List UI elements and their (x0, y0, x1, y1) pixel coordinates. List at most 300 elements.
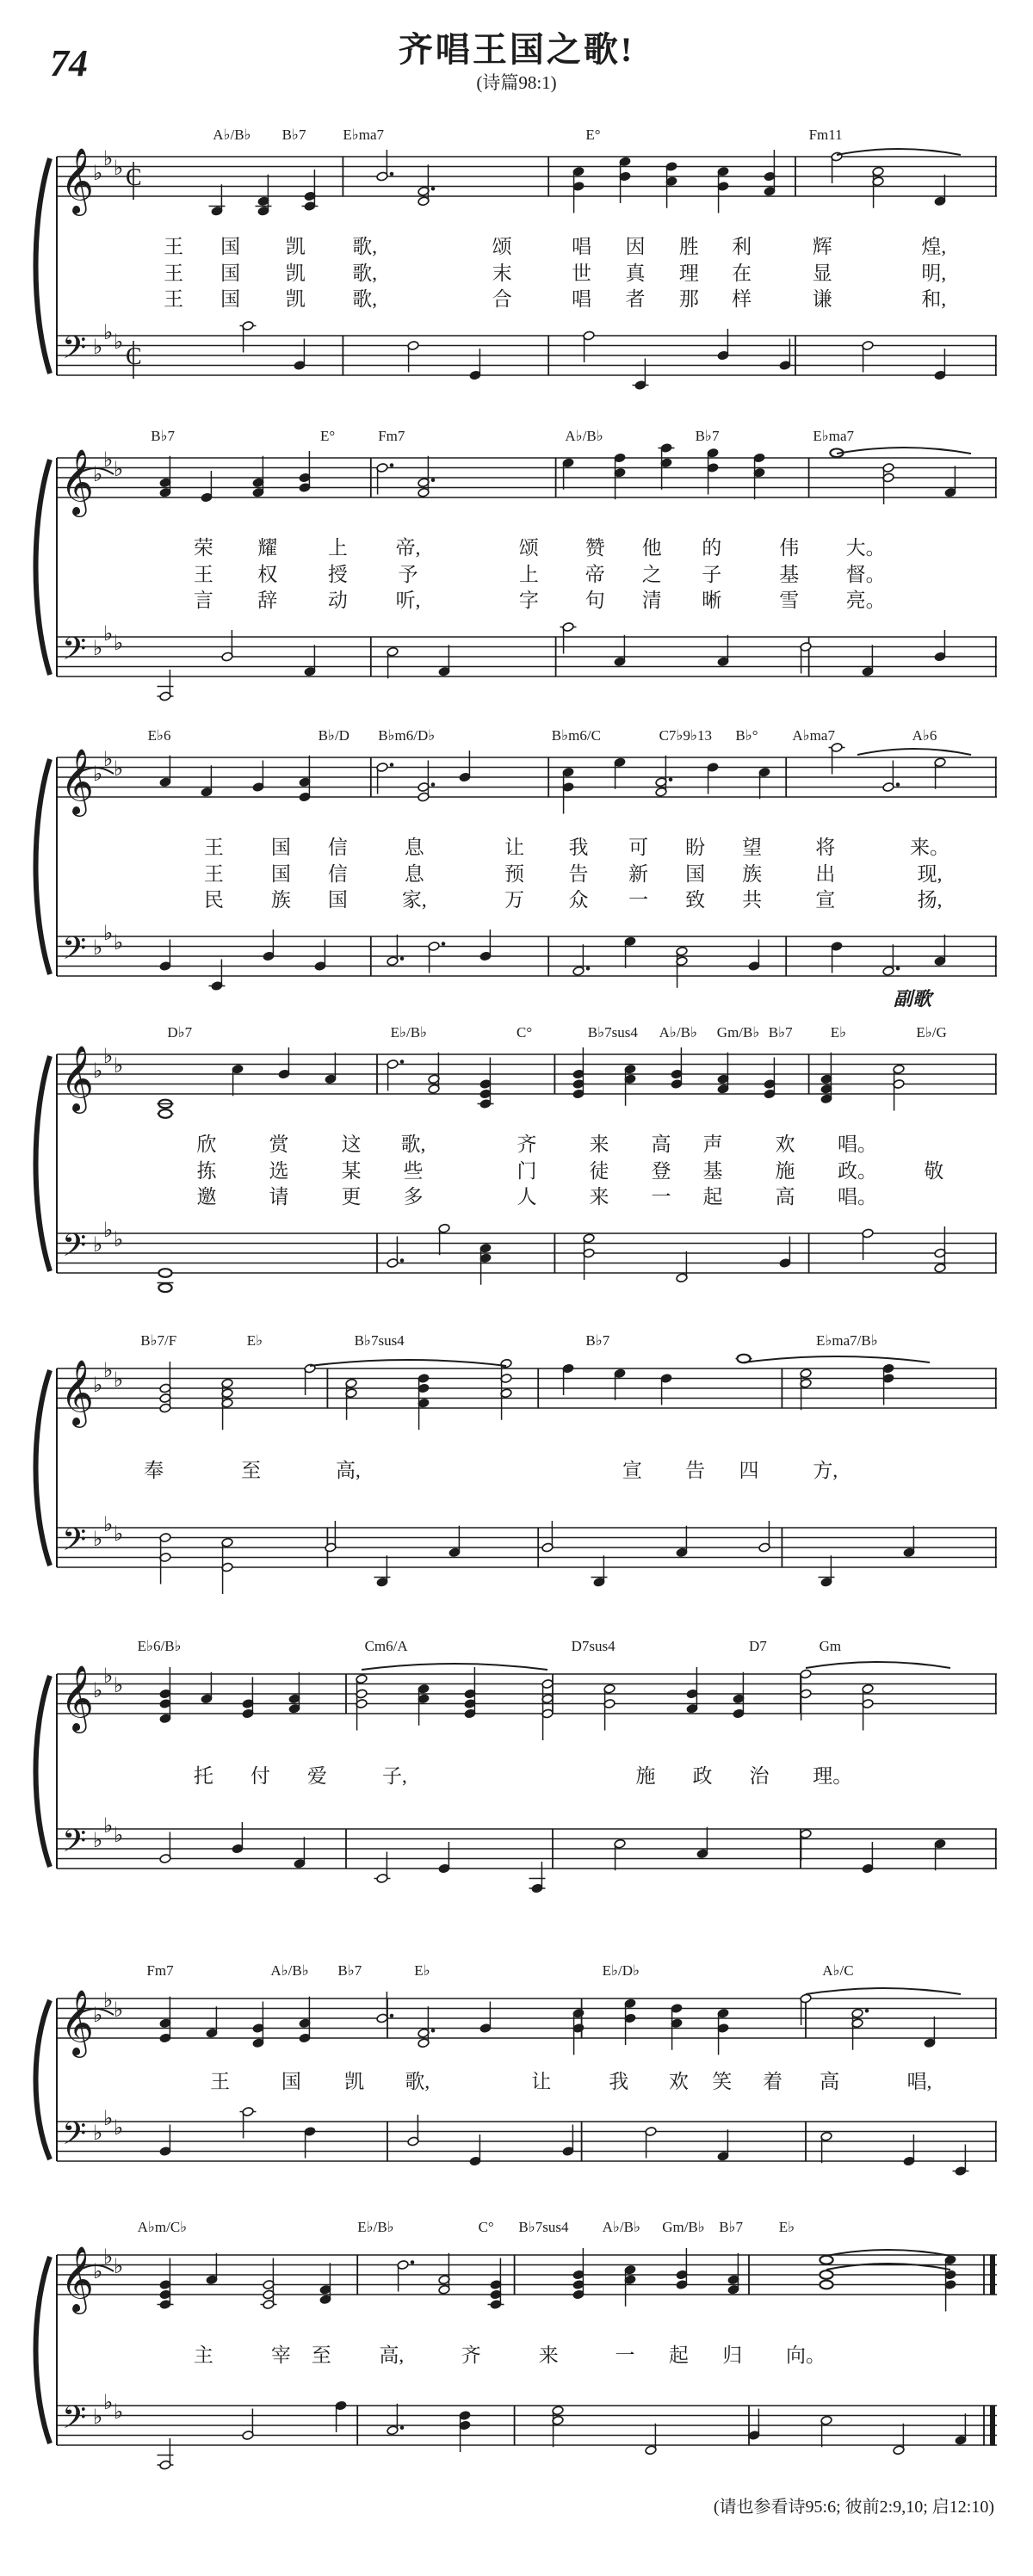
svg-text:𝄞: 𝄞 (60, 2246, 95, 2312)
svg-text:♭: ♭ (93, 335, 103, 359)
lyric-syllable: 笑 (712, 2071, 733, 2092)
chord-label: E♭6 (147, 727, 171, 744)
svg-text:♭: ♭ (114, 631, 124, 655)
lyric-syllable: 些 (403, 1160, 424, 1182)
lyric-syllable: 听, (395, 590, 421, 611)
chord-label: A♭m/C♭ (137, 2219, 188, 2235)
lyric-syllable: 来 (589, 1134, 609, 1155)
lyric-syllable: 拣 (196, 1160, 217, 1182)
lyric-syllable: 唱, (906, 2071, 932, 2092)
lyric-syllable: 明, (921, 263, 947, 284)
lyric-syllable: 主 (193, 2344, 213, 2366)
chord-label: D7sus4 (571, 1638, 615, 1654)
lyric-syllable: 这 (341, 1134, 362, 1155)
svg-text:♭: ♭ (103, 1664, 114, 1688)
lyric-syllable: 国 (220, 288, 241, 310)
lyric-syllable: 颂 (518, 537, 539, 559)
svg-text:♭: ♭ (93, 2259, 103, 2283)
lyric-syllable: 王 (210, 2071, 231, 2092)
svg-text:♭: ♭ (103, 1044, 114, 1068)
chord-label: B♭7sus4 (518, 2219, 569, 2235)
song-title: 齐唱王国之歌! (398, 30, 635, 69)
lyric-syllable: 民 (203, 889, 224, 911)
lyric-syllable: 高, (379, 2344, 405, 2366)
svg-text:𝄢: 𝄢 (62, 2400, 87, 2443)
svg-text:♭: ♭ (93, 636, 103, 660)
svg-text:𝄢: 𝄢 (62, 930, 87, 974)
lyric-syllable: 歌, (352, 236, 377, 257)
lyric-syllable: 让 (531, 2071, 552, 2092)
lyric-syllable: 齐 (516, 1134, 537, 1155)
chord-label: E° (320, 428, 336, 444)
treble-staff (0, 1642, 1033, 1754)
svg-text:♭: ♭ (93, 1059, 103, 1083)
treble-staff (0, 726, 1033, 837)
lyric-syllable: 高 (820, 2071, 840, 2092)
lyric-syllable: 预 (504, 863, 525, 885)
lyric-syllable: 凯 (285, 236, 306, 257)
chord-label: B♭7sus4 (587, 1024, 638, 1041)
svg-text:𝄢: 𝄢 (62, 330, 87, 374)
lyric-syllable: 息 (404, 863, 424, 885)
bass-staff (0, 2090, 1033, 2202)
bass-staff (0, 2374, 1033, 2486)
chord-label: E♭/D♭ (602, 1962, 640, 1979)
chord-label: B♭m6/D♭ (378, 727, 436, 744)
chord-label: A♭/B♭ (565, 428, 603, 444)
svg-text:♭: ♭ (114, 930, 124, 954)
chord-label: E° (585, 127, 601, 143)
lyric-syllable: 大。 (845, 537, 886, 559)
svg-text:♭: ♭ (103, 448, 114, 472)
lyric-syllable: 更 (341, 1186, 362, 1208)
lyric-syllable: 的 (702, 537, 722, 559)
chord-label: B♭7 (337, 1962, 362, 1979)
svg-text:♭: ♭ (103, 921, 114, 945)
svg-text:♭: ♭ (93, 1527, 103, 1551)
lyric-syllable: 国 (220, 236, 241, 257)
lyric-syllable: 辉 (812, 236, 832, 257)
chord-label: B♭7 (695, 428, 720, 444)
lyric-syllable: 王 (203, 863, 224, 885)
lyric-syllable: 唱。 (838, 1134, 877, 1155)
svg-text:♭: ♭ (93, 762, 103, 786)
svg-text:♭: ♭ (103, 1813, 114, 1838)
lyric-syllable: 凯 (285, 263, 306, 284)
lyric-syllable: 晰 (702, 590, 722, 611)
chord-label: Fm7 (146, 1962, 174, 1979)
svg-text:♭: ♭ (93, 936, 103, 960)
lyric-syllable: 起 (668, 2344, 689, 2366)
lyric-syllable: 登 (651, 1160, 671, 1182)
lyric-syllable: 在 (732, 263, 752, 284)
system-brace (0, 458, 60, 685)
treble-staff (0, 2223, 1033, 2335)
treble-staff (0, 1337, 1033, 1449)
lyric-syllable: 予 (398, 564, 418, 585)
chord-label: E♭ma7/B♭ (816, 1332, 878, 1349)
lyric-syllable: 宰 (270, 2344, 291, 2366)
lyric-syllable: 来 (538, 2344, 559, 2366)
lyric-syllable: 将 (815, 837, 836, 858)
chord-label: B♭7 (585, 1332, 610, 1349)
treble-staff (0, 125, 1033, 237)
lyric-syllable: 众 (568, 889, 589, 911)
lyric-syllable: 出 (815, 863, 836, 885)
lyric-syllable: 让 (504, 837, 525, 858)
svg-text:♭: ♭ (93, 1232, 103, 1257)
lyric-syllable: 致 (685, 889, 706, 911)
lyric-syllable: 凯 (285, 288, 306, 310)
lyric-syllable: 王 (164, 263, 184, 284)
svg-text:𝄢: 𝄢 (62, 1823, 87, 1867)
svg-text:𝄢: 𝄢 (62, 1227, 87, 1271)
lyric-syllable: 付 (250, 1765, 270, 1787)
lyric-syllable: 归 (722, 2344, 743, 2366)
svg-text:𝄞: 𝄞 (60, 1665, 95, 1731)
chord-label: E♭ma7 (343, 127, 385, 143)
lyric-syllable: 伟 (779, 537, 800, 559)
svg-text:♭: ♭ (114, 2400, 124, 2424)
lyric-syllable: 着 (763, 2071, 783, 2092)
lyric-syllable: 国 (327, 889, 348, 911)
chord-label: B♭7 (719, 2219, 744, 2235)
svg-text:♭: ♭ (114, 1368, 124, 1392)
lyric-syllable: 人 (516, 1186, 537, 1208)
treble-staff (0, 1967, 1033, 2079)
svg-text:♭: ♭ (93, 1678, 103, 1702)
chord-label: A♭/C (822, 1962, 854, 1979)
svg-text:C: C (126, 164, 142, 191)
lyric-syllable: 施 (775, 1160, 795, 1182)
lyric-syllable: 至 (241, 1460, 262, 1481)
lyric-syllable: 煌, (921, 236, 947, 257)
lyric-syllable: 歌, (405, 2071, 430, 2092)
lyric-syllable: 共 (742, 889, 763, 911)
lyric-syllable: 清 (641, 590, 662, 611)
svg-text:♭: ♭ (114, 2116, 124, 2140)
lyric-syllable: 赞 (585, 537, 605, 559)
lyric-syllable: 唱 (572, 236, 592, 257)
chord-label: C° (516, 1024, 533, 1041)
lyric-syllable: 扬, (917, 889, 943, 911)
bass-staff (0, 605, 1033, 717)
svg-text:♭: ♭ (103, 1988, 114, 2012)
lyric-syllable: 族 (742, 863, 763, 885)
lyric-syllable: 信 (327, 837, 348, 858)
svg-text:♭: ♭ (93, 2003, 103, 2027)
svg-text:𝄞: 𝄞 (60, 1359, 95, 1425)
lyric-syllable: 真 (625, 263, 646, 284)
svg-text:♭: ♭ (114, 1522, 124, 1546)
lyric-syllable: 上 (518, 564, 539, 585)
lyric-syllable: 万 (504, 889, 525, 911)
lyric-syllable: 末 (492, 263, 512, 284)
footer-cross-references: (请也参看诗95:6; 彼前2:9,10; 启12:10) (713, 2498, 994, 2517)
lyric-syllable: 息 (404, 837, 424, 858)
lyric-syllable: 帝, (395, 537, 421, 559)
lyric-syllable: 耀 (257, 537, 278, 559)
lyric-syllable: 我 (568, 837, 589, 858)
chord-label: B♭7sus4 (354, 1332, 405, 1349)
lyric-syllable: 告 (568, 863, 589, 885)
lyric-syllable: 之 (641, 564, 662, 585)
system-brace (0, 1368, 60, 1576)
lyric-syllable: 选 (269, 1160, 289, 1182)
svg-text:C: C (126, 343, 142, 370)
lyric-syllable: 授 (327, 564, 348, 585)
svg-text:♭: ♭ (114, 330, 124, 354)
system-brace (0, 2255, 60, 2454)
lyric-syllable: 宣 (622, 1460, 642, 1481)
lyric-syllable: 来 (589, 1186, 609, 1208)
svg-text:♭: ♭ (114, 457, 124, 481)
lyric-syllable: 世 (572, 263, 592, 284)
lyric-syllable: 王 (164, 236, 184, 257)
lyric-syllable: 利 (732, 236, 752, 257)
lyric-syllable: 子, (382, 1765, 407, 1787)
svg-text:♭: ♭ (93, 2121, 103, 2145)
svg-text:♭: ♭ (103, 1218, 114, 1242)
lyric-syllable: 邀 (196, 1186, 217, 1208)
chord-label: E♭ (778, 2219, 795, 2235)
lyric-syllable: 爱 (306, 1765, 327, 1787)
lyric-syllable: 某 (341, 1160, 362, 1182)
chord-label: D7 (749, 1638, 767, 1654)
lyric-syllable: 高, (336, 1460, 361, 1481)
lyric-syllable: 凯 (344, 2071, 365, 2092)
chord-label: Gm/B♭ (662, 2219, 705, 2235)
chord-label: E♭/B♭ (357, 2219, 394, 2235)
svg-text:♭: ♭ (103, 1358, 114, 1382)
chord-label: A♭/B♭ (659, 1024, 697, 1041)
svg-text:♭: ♭ (114, 1053, 124, 1078)
chord-label: B♭7 (281, 127, 306, 143)
lyric-syllable: 因 (625, 236, 646, 257)
bass-staff (0, 304, 1033, 416)
lyric-syllable: 政 (692, 1765, 713, 1787)
svg-text:♭: ♭ (103, 747, 114, 771)
system-brace (0, 757, 60, 985)
lyric-syllable: 亮。 (845, 590, 886, 611)
page-number: 74 (50, 42, 88, 84)
lyric-syllable: 宣 (815, 889, 836, 911)
svg-text:♭: ♭ (103, 1512, 114, 1536)
lyric-syllable: 请 (269, 1186, 289, 1208)
lyric-syllable: 施 (635, 1765, 656, 1787)
lyric-syllable: 理 (678, 263, 699, 284)
bass-staff (0, 1496, 1033, 1608)
chord-label: A♭ma7 (792, 727, 835, 744)
lyric-syllable: 政。 (838, 1160, 877, 1182)
chord-label: B♭m6/C (551, 727, 601, 744)
chord-label: E♭/B♭ (390, 1024, 428, 1041)
lyric-syllable: 齐 (461, 2344, 481, 2366)
lyric-syllable: 高 (651, 1134, 671, 1155)
svg-text:𝄞: 𝄞 (60, 147, 95, 213)
lyric-syllable: 国 (270, 837, 291, 858)
svg-text:♭: ♭ (93, 462, 103, 486)
lyric-syllable: 告 (685, 1460, 706, 1481)
lyric-syllable: 欢 (775, 1134, 795, 1155)
lyric-syllable: 一 (615, 2344, 635, 2366)
lyric-syllable: 盼 (685, 837, 706, 858)
lyric-syllable: 歌, (352, 288, 377, 310)
lyric-syllable: 向。 (786, 2344, 826, 2366)
lyric-syllable: 王 (203, 837, 224, 858)
chord-label: E♭6/B♭ (137, 1638, 182, 1654)
chord-label: E♭ (414, 1962, 430, 1979)
lyric-syllable: 和, (921, 288, 947, 310)
chord-label: Gm/B♭ (716, 1024, 760, 1041)
lyric-syllable: 谦 (812, 288, 832, 310)
lyric-syllable: 他 (641, 537, 662, 559)
lyric-syllable: 信 (327, 863, 348, 885)
chord-label: E♭ (830, 1024, 847, 1041)
svg-text:♭: ♭ (93, 161, 103, 185)
lyric-syllable: 样 (732, 288, 752, 310)
lyric-syllable: 句 (585, 590, 605, 611)
lyric-syllable: 一 (651, 1186, 671, 1208)
svg-text:♭: ♭ (114, 1998, 124, 2022)
scripture-reference: (诗篇98:1) (476, 72, 557, 93)
chord-label: B♭/D (318, 727, 349, 744)
system-brace (0, 157, 60, 384)
svg-text:♭: ♭ (103, 2245, 114, 2269)
lyric-syllable: 多 (403, 1186, 424, 1208)
svg-text:♭: ♭ (114, 1823, 124, 1847)
chord-label: A♭/B♭ (213, 127, 251, 143)
svg-text:♭: ♭ (114, 2254, 124, 2278)
bass-staff (0, 1797, 1033, 1909)
chord-label: Cm6/A (364, 1638, 408, 1654)
lyric-syllable: 赏 (269, 1134, 289, 1155)
lyric-syllable: 新 (628, 863, 649, 885)
chord-label: A♭/B♭ (270, 1962, 309, 1979)
lyric-syllable: 族 (270, 889, 291, 911)
svg-text:♭: ♭ (103, 2106, 114, 2130)
lyric-syllable: 上 (327, 537, 348, 559)
lyric-syllable: 歌, (400, 1134, 426, 1155)
lyric-syllable: 辞 (257, 590, 278, 611)
lyric-syllable: 一 (628, 889, 649, 911)
svg-text:𝄢: 𝄢 (62, 631, 87, 675)
lyric-syllable: 现, (917, 863, 943, 885)
lyric-syllable: 权 (257, 564, 278, 585)
lyric-syllable: 颂 (492, 236, 512, 257)
svg-text:♭: ♭ (93, 2405, 103, 2429)
bass-staff (0, 905, 1033, 1016)
lyric-syllable: 欣 (196, 1134, 217, 1155)
chord-label: B♭° (735, 727, 758, 744)
lyric-syllable: 唱。 (838, 1186, 877, 1208)
lyric-syllable: 至 (311, 2344, 331, 2366)
lyric-syllable: 王 (193, 564, 213, 585)
lyric-syllable: 者 (625, 288, 646, 310)
lyric-syllable: 托 (193, 1765, 213, 1787)
svg-text:♭: ♭ (93, 1373, 103, 1397)
lyric-syllable: 基 (702, 1160, 723, 1182)
lyric-syllable: 动 (327, 590, 348, 611)
svg-text:♭: ♭ (93, 1828, 103, 1852)
svg-text:♭: ♭ (114, 1673, 124, 1697)
chord-label: E♭ (246, 1332, 263, 1349)
svg-text:𝄢: 𝄢 (62, 1522, 87, 1566)
lyric-syllable: 望 (742, 837, 763, 858)
svg-text:♭: ♭ (103, 320, 114, 344)
svg-text:𝄞: 𝄞 (60, 1989, 95, 2055)
chord-label: B♭7 (768, 1024, 793, 1041)
lyric-syllable: 合 (492, 288, 512, 310)
lyric-syllable: 唱 (572, 288, 592, 310)
lyric-syllable: 声 (702, 1134, 723, 1155)
lyric-syllable: 帝 (585, 564, 605, 585)
chord-label: C7♭9♭13 (659, 727, 712, 744)
lyric-syllable: 可 (628, 837, 649, 858)
svg-text:♭: ♭ (114, 1227, 124, 1251)
lyric-syllable: 国 (281, 2071, 301, 2092)
treble-staff (0, 426, 1033, 538)
lyric-syllable: 欢 (668, 2071, 689, 2092)
chord-label: E♭/G (916, 1024, 947, 1041)
lyric-syllable: 家, (401, 889, 427, 911)
lyric-syllable: 来。 (910, 837, 949, 858)
lyric-syllable: 歌, (352, 263, 377, 284)
chord-label: B♭7/F (140, 1332, 177, 1349)
chord-label: C° (478, 2219, 494, 2235)
chord-label: Fm11 (808, 127, 843, 143)
lyric-syllable: 奉 (144, 1460, 164, 1481)
system-brace (0, 1998, 60, 2170)
lyric-syllable: 四 (739, 1460, 759, 1481)
system-brace (0, 1054, 60, 1282)
lyric-syllable: 言 (193, 590, 213, 611)
system-brace (0, 1674, 60, 1877)
lyric-syllable: 治 (749, 1765, 770, 1787)
lyric-syllable: 国 (220, 263, 241, 284)
chord-label: E♭ma7 (813, 428, 855, 444)
lyric-syllable: 国 (270, 863, 291, 885)
lyric-syllable: 国 (685, 863, 706, 885)
lyric-syllable: 字 (518, 590, 539, 611)
lyric-syllable: 理。 (813, 1765, 853, 1787)
lyric-syllable: 我 (609, 2071, 629, 2092)
svg-text:♭: ♭ (103, 2390, 114, 2414)
lyric-syllable: 起 (702, 1186, 723, 1208)
chord-label: A♭/B♭ (602, 2219, 640, 2235)
bass-staff (0, 1202, 1033, 1313)
svg-text:𝄞: 𝄞 (60, 448, 95, 515)
lyric-syllable: 敬 (924, 1160, 944, 1182)
lyric-syllable: 显 (812, 263, 832, 284)
lyric-syllable: 王 (164, 288, 184, 310)
lyric-syllable: 高 (775, 1186, 795, 1208)
chord-label: Fm7 (378, 428, 405, 444)
svg-text:𝄞: 𝄞 (60, 1045, 95, 1111)
svg-text:𝄞: 𝄞 (60, 748, 95, 814)
lyric-syllable: 门 (516, 1160, 537, 1182)
chord-label: B♭7 (151, 428, 176, 444)
lyric-syllable: 胜 (678, 236, 699, 257)
lyric-syllable: 荣 (193, 537, 213, 559)
chord-label: Gm (819, 1638, 842, 1654)
svg-text:♭: ♭ (103, 621, 114, 646)
lyric-syllable: 徒 (589, 1160, 609, 1182)
lyric-syllable: 基 (779, 564, 800, 585)
chord-label: A♭6 (912, 727, 937, 744)
svg-text:𝄢: 𝄢 (62, 2116, 87, 2159)
lyric-syllable: 那 (678, 288, 699, 310)
